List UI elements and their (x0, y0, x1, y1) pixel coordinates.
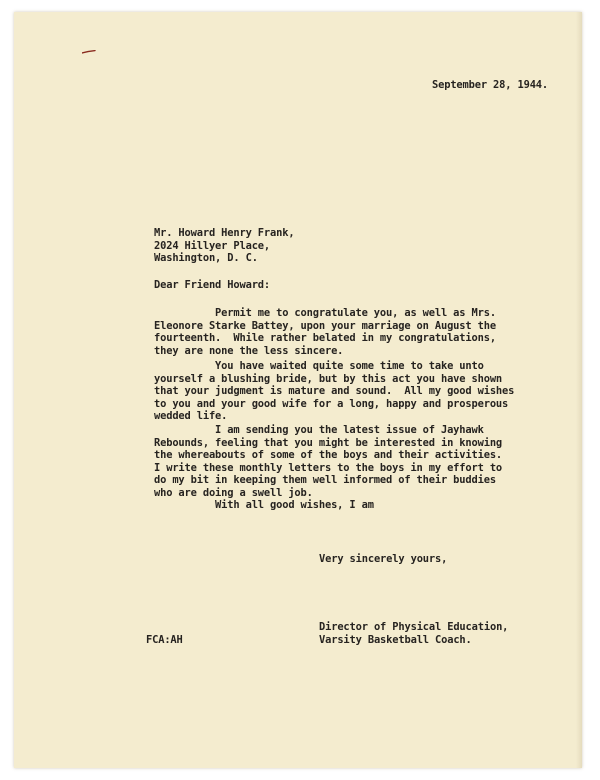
recipient-street: 2024 Hillyer Place, (154, 239, 271, 252)
reference-initials: FCA:AH (146, 634, 183, 646)
paragraph-line: do my bit in keeping them well informed of their buddies (154, 474, 496, 487)
letter-page (14, 12, 582, 768)
paragraph-line: that your judgment is mature and sound. All my good wishes (154, 385, 515, 398)
paragraph-line: who are doing a swell job. (154, 486, 313, 499)
paragraph-jayhawk-rebounds (154, 424, 502, 500)
paragraph-line: the whereabouts of some of the boys and their activities. (154, 449, 503, 462)
paragraph-line: I write these monthly letters to the boys in my effort to (154, 461, 503, 474)
recipient-address (154, 227, 294, 265)
signature-titles (319, 621, 508, 646)
paragraph-line: I am sending you the latest issue of Jayhawk (154, 424, 484, 436)
paragraph-line: yourself a blushing bride, but by this act you have shown (154, 372, 503, 385)
signature-title-line: Varsity Basketball Coach. (319, 633, 472, 646)
paragraph-congratulations (154, 307, 496, 357)
paragraph-line: Eleonore Starke Battey, upon your marriage on August the (154, 319, 496, 332)
paragraph-line: wedded life. (154, 410, 228, 423)
paragraph-line: Rebounds, feeling that you might be interested in knowing (154, 436, 503, 449)
paragraph-line: You have waited quite some time to take unto (154, 360, 484, 372)
recipient-city: Washington, D. C. (154, 252, 258, 265)
paragraph-line: Permit me to congratulate you, as well as Mrs. (154, 307, 496, 319)
closing-line: With all good wishes, I am (154, 499, 374, 511)
paragraph-good-wishes (154, 360, 514, 423)
sign-off: Very sincerely yours, (319, 553, 448, 565)
salutation: Dear Friend Howard: (154, 279, 271, 291)
page-edge-shadow (576, 12, 582, 768)
recipient-name: Mr. Howard Henry Frank, (154, 227, 295, 239)
paragraph-line: they are none the less sincere. (154, 344, 344, 357)
paragraph-line: fourteenth. While rather belated in my congratulations, (154, 332, 496, 345)
paragraph-line: to you and your good wife for a long, happy and prosperous (154, 397, 509, 410)
ink-mark-icon (82, 50, 96, 54)
letter-date: September 28, 1944. (432, 79, 549, 91)
signature-title-line: Director of Physical Education, (319, 621, 509, 633)
